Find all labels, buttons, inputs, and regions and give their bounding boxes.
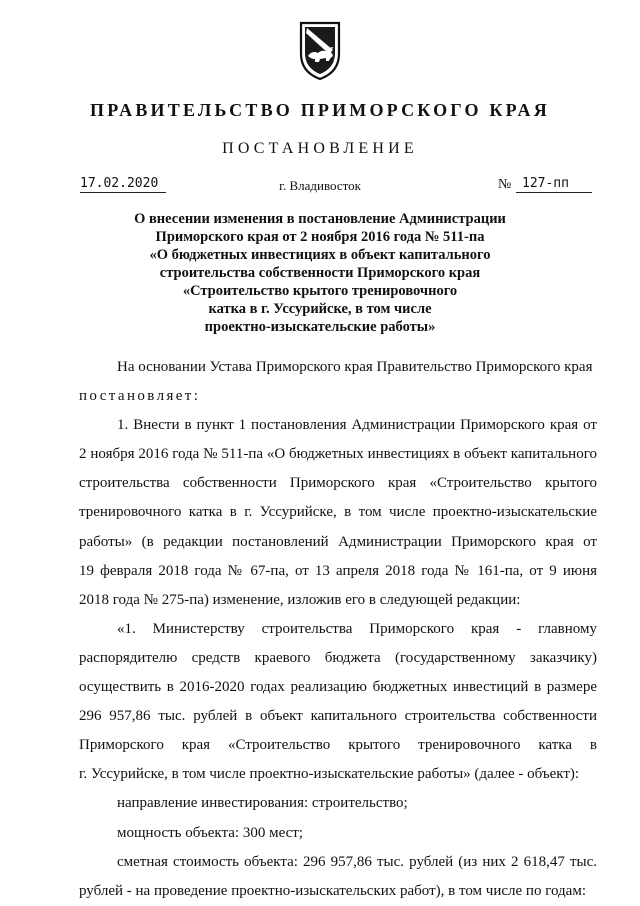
body-line: тренировочного катка в г. Уссурийске, в том числе проектно-изыскательские: [79, 504, 597, 521]
body-line: На основании Устава Приморского края Правительство Приморского края: [117, 359, 593, 375]
document-city: г. Владивосток: [279, 178, 361, 193]
body-line: направление инвестирования: строительство;: [117, 795, 408, 812]
number-label: №: [498, 177, 512, 192]
body-line: 2 ноября 2016 года № 511-па «О бюджетных инвестициях в объект капитального: [79, 446, 597, 463]
body-line: работы» (в редакции постановлений Администрации Приморского края от: [79, 533, 597, 550]
body-line: «1. Министерству строительства Приморского края - главному: [117, 620, 597, 637]
heading-line: Приморского края от 2 ноября 2016 года № 511-па: [155, 229, 485, 245]
body-line: Приморского края «Строительство крытого тренировочного катка в: [79, 737, 597, 754]
body-line: 2018 года № 275-па) изменение, изложив его в следующей редакции:: [79, 591, 521, 608]
body-line: 1. Внести в пункт 1 постановления Администрации Приморского края от: [117, 417, 597, 434]
government-title: ПРАВИТЕЛЬСТВО ПРИМОРСКОГО КРАЯ: [90, 100, 550, 120]
body-line: строительства собственности Приморского края «Строительство крытого: [79, 475, 597, 492]
heading-line: О внесении изменения в постановление Администрации: [134, 211, 506, 227]
coat-of-arms-emblem: [298, 20, 342, 82]
body-line: осуществить в 2016-2020 годах реализацию бюджетных инвестиций в размере: [79, 679, 597, 696]
document-date: 17.02.2020: [80, 176, 166, 193]
document-meta: [0, 176, 640, 198]
body-line: 296 957,86 тыс. рублей в объект капитального строительства собственности: [79, 708, 597, 725]
body-line: рублей - на проведение проектно-изыскательских работ), в том числе по годам:: [79, 882, 586, 899]
heading-line: катка в г. Уссурийске, в том числе: [208, 301, 432, 317]
heading-line: «Строительство крытого тренировочного: [182, 283, 458, 299]
body-line: 19 февраля 2018 года № 67-па, от 13 апреля 2018 года № 161-па, от 9 июня: [79, 562, 597, 579]
document-body: [79, 353, 597, 906]
body-line: распорядителю средств краевого бюджета (государственному заказчику): [79, 649, 597, 666]
document-type: ПОСТАНОВЛЕНИЕ: [222, 140, 418, 157]
heading-line: строительства собственности Приморского края: [159, 265, 481, 281]
document-number: 127-пп: [516, 176, 592, 193]
heading-line: проектно-изыскательские работы»: [204, 319, 436, 335]
body-line: мощность объекта: 300 мест;: [117, 824, 303, 841]
body-line: г. Уссурийске, в том числе проектно-изыскательские работы» (далее - объект):: [79, 766, 580, 783]
body-line: сметная стоимость объекта: 296 957,86 тыс. рублей (из них 2 618,47 тыс.: [117, 853, 597, 870]
heading-line: «О бюджетных инвестициях в объект капитального: [149, 247, 491, 263]
body-line: постановляет:: [79, 388, 201, 405]
document-heading: [80, 210, 560, 336]
